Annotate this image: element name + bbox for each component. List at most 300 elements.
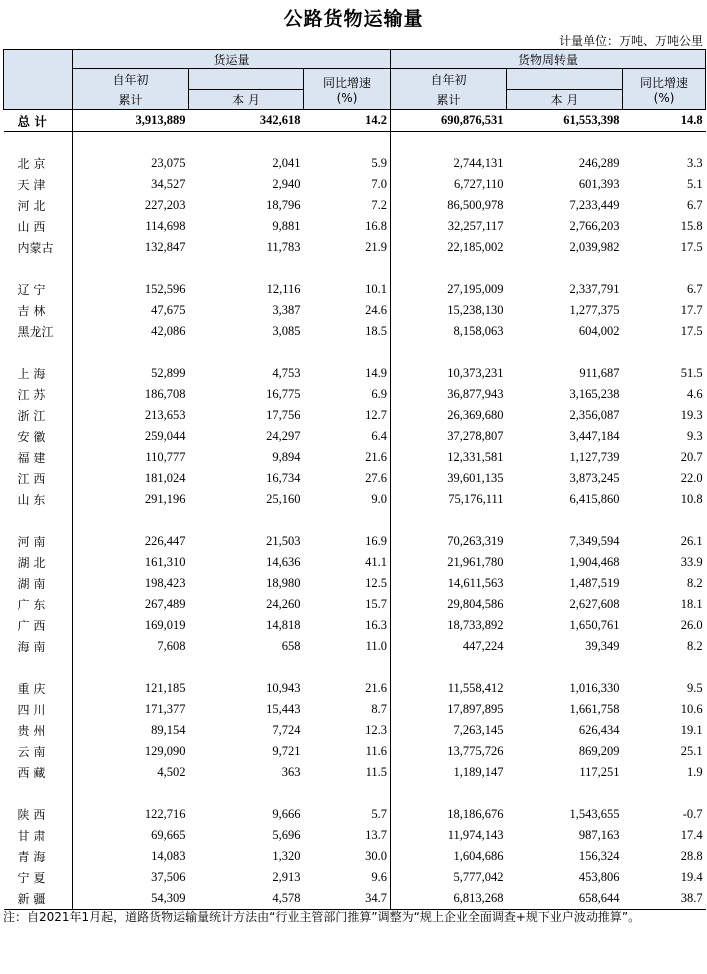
turnover-yoy-cell: 4.6: [686, 387, 703, 401]
turnover-yoy-cell: 6.7: [686, 282, 703, 296]
freight-ytd-cell: 259,044: [73, 426, 189, 447]
turnover-yoy-header-bottom: (%): [653, 90, 675, 105]
turnover-month-cell: 7,349,594: [569, 534, 620, 548]
turnover-ytd-cell: 1,604,686: [391, 846, 507, 867]
freight-yoy-cell: 18.5: [365, 324, 388, 338]
spacer-cell: [189, 510, 304, 531]
region-name: 江 苏: [17, 388, 46, 402]
freight-month-cell: 3,085: [272, 324, 301, 338]
freight-ytd-cell: 186,708: [73, 384, 189, 405]
turnover-ytd-cell: 13,775,726: [391, 741, 507, 762]
region-name: 重 庆: [17, 682, 46, 696]
freight-month-cell: 11,783: [266, 240, 301, 254]
freight-ytd-cell: 54,309: [73, 888, 189, 910]
turnover-month-cell: 3,447,184: [569, 429, 620, 443]
turnover-month-cell: 2,356,087: [569, 408, 620, 422]
table-row: [4, 300, 706, 321]
region-name: 云 南: [17, 745, 46, 759]
freight-yoy-cell: 27.6: [365, 471, 388, 485]
region-name: 海 南: [17, 640, 46, 654]
freight-yoy-cell: 21.6: [365, 450, 388, 464]
spacer-cell: [304, 783, 391, 804]
freight-yoy-cell: 6.4: [371, 429, 388, 443]
spacer-cell: [4, 132, 73, 154]
turnover-month-header: 本 月: [507, 90, 623, 110]
freight-ytd-cell: 114,698: [73, 216, 189, 237]
turnover-yoy-cell: 10.8: [680, 492, 703, 506]
turnover-ytd-cell: 18,186,676: [391, 804, 507, 825]
table-body: [4, 110, 706, 910]
turnover-ytd-cell: 5,777,042: [391, 867, 507, 888]
turnover-month-cell: 626,434: [578, 723, 620, 737]
spacer-row: [4, 783, 706, 804]
spacer-cell: [304, 132, 391, 154]
table-row: [4, 405, 706, 426]
table-row: [4, 195, 706, 216]
spacer-cell: [507, 342, 623, 363]
freight-month-cell: 9,881: [272, 219, 301, 233]
freight-month-cell: 16,775: [266, 387, 301, 401]
region-header-cell: [4, 50, 73, 110]
freight-ytd-cell: 89,154: [73, 720, 189, 741]
turnover-yoy-cell: 17.4: [680, 828, 703, 842]
turnover-ytd-cell: 18,733,892: [391, 615, 507, 636]
freight-yoy-cell: 9.0: [371, 492, 388, 506]
spacer-cell: [391, 258, 507, 279]
spacer-cell: [4, 342, 73, 363]
freight-ytd-cell: 7,608: [73, 636, 189, 657]
turnover-month-cell: 61,553,398: [507, 110, 623, 132]
region-name: 河 北: [17, 199, 46, 213]
freight-yoy-cell: 16.8: [365, 219, 388, 233]
freight-yoy-cell: 21.9: [365, 240, 388, 254]
turnover-ytd-cell: 2,744,131: [391, 153, 507, 174]
freight-yoy-cell: 9.6: [371, 870, 388, 884]
region-name: 陕 西: [17, 808, 46, 822]
turnover-yoy-cell: 5.1: [686, 177, 703, 191]
freight-month-cell: 342,618: [189, 110, 304, 132]
freight-month-cell: 14,818: [266, 618, 301, 632]
turnover-yoy-cell: 22.0: [680, 471, 703, 485]
spacer-cell: [623, 783, 706, 804]
turnover-ytd-cell: 11,974,143: [391, 825, 507, 846]
turnover-ytd-cell: 15,238,130: [391, 300, 507, 321]
freight-month-header: 本 月: [189, 90, 304, 110]
turnover-month-header-top: [507, 69, 623, 90]
spacer-cell: [4, 783, 73, 804]
freight-month-cell: 18,980: [266, 576, 301, 590]
region-name: 福 建: [17, 451, 46, 465]
spacer-cell: [507, 783, 623, 804]
region-name: 广 西: [17, 619, 46, 633]
turnover-month-cell: 658,644: [507, 888, 623, 910]
freight-month-cell: 25,160: [266, 492, 301, 506]
spacer-cell: [73, 657, 189, 678]
freight-yoy-cell: 11.6: [365, 744, 388, 758]
freight-yoy-cell: 16.9: [365, 534, 388, 548]
table-row: [4, 447, 706, 468]
spacer-cell: [73, 132, 189, 154]
turnover-ytd-cell: 27,195,009: [391, 279, 507, 300]
freight-ytd-cell: 47,675: [73, 300, 189, 321]
turnover-ytd-cell: 14,611,563: [391, 573, 507, 594]
freight-month-cell: 10,943: [266, 681, 301, 695]
turnover-ytd-cell: 10,373,231: [391, 363, 507, 384]
turnover-month-cell: 869,209: [578, 744, 620, 758]
table-row: [4, 531, 706, 552]
freight-ytd-cell: 69,665: [73, 825, 189, 846]
freight-yoy-cell: 11.0: [365, 639, 388, 653]
freight-ytd-header: 自年初: [73, 69, 189, 90]
spacer-cell: [391, 783, 507, 804]
freight-ytd-cell: 291,196: [73, 489, 189, 510]
turnover-ytd-cell: 17,897,895: [391, 699, 507, 720]
freight-month-cell: 5,696: [272, 828, 301, 842]
turnover-month-cell: 2,039,982: [569, 240, 620, 254]
spacer-cell: [391, 510, 507, 531]
turnover-ytd-header-bottom: 累计: [391, 90, 507, 110]
turnover-header: 货物周转量: [391, 50, 706, 69]
turnover-yoy-cell: 18.1: [680, 597, 703, 611]
freight-month-cell: 4,753: [272, 366, 301, 380]
table-header: [4, 50, 706, 110]
region-name: 四 川: [17, 703, 46, 717]
turnover-yoy-cell: -0.7: [682, 807, 703, 821]
freight-month-cell: 363: [281, 765, 301, 779]
spacer-cell: [623, 657, 706, 678]
turnover-ytd-cell: 32,257,117: [391, 216, 507, 237]
table-row: [4, 321, 706, 342]
turnover-ytd-cell: 29,804,586: [391, 594, 507, 615]
freight-ytd-cell: 110,777: [73, 447, 189, 468]
spacer-cell: [189, 258, 304, 279]
freight-ytd-cell: 121,185: [73, 678, 189, 699]
turnover-ytd-cell: 1,189,147: [391, 762, 507, 783]
spacer-cell: [304, 510, 391, 531]
table-row: [4, 153, 706, 174]
table-row: [4, 110, 706, 132]
spacer-cell: [623, 132, 706, 154]
turnover-month-cell: 1,127,739: [569, 450, 620, 464]
freight-yoy-cell: 16.3: [365, 618, 388, 632]
spacer-cell: [4, 258, 73, 279]
table-row: [4, 384, 706, 405]
freight-ytd-cell: 132,847: [73, 237, 189, 258]
freight-ytd-cell: 227,203: [73, 195, 189, 216]
turnover-yoy-cell: 28.8: [680, 849, 703, 863]
turnover-month-cell: 1,661,758: [569, 702, 620, 716]
freight-yoy-cell: 10.1: [365, 282, 388, 296]
spacer-cell: [507, 657, 623, 678]
table-row: [4, 846, 706, 867]
turnover-month-cell: 246,289: [578, 156, 620, 170]
turnover-month-cell: 1,277,375: [569, 303, 620, 317]
table-row: [4, 825, 706, 846]
table-row: [4, 699, 706, 720]
turnover-yoy-cell: 26.1: [680, 534, 703, 548]
table-row: [4, 762, 706, 783]
freight-month-cell: 2,041: [272, 156, 301, 170]
turnover-yoy-cell: 19.1: [680, 723, 703, 737]
spacer-row: [4, 132, 706, 154]
freight-ytd-cell: 34,527: [73, 174, 189, 195]
freight-month-cell: 9,721: [272, 744, 301, 758]
turnover-ytd-cell: 11,558,412: [391, 678, 507, 699]
freight-month-cell: 14,636: [266, 555, 301, 569]
freight-yoy-header: [304, 69, 391, 110]
region-name: 辽 宁: [17, 283, 46, 297]
region-name: 山 东: [17, 493, 46, 507]
turnover-yoy-cell: 6.7: [686, 198, 703, 212]
spacer-cell: [73, 510, 189, 531]
turnover-month-cell: 2,627,608: [569, 597, 620, 611]
turnover-yoy-cell: 19.4: [680, 870, 703, 884]
turnover-ytd-cell: 26,369,680: [391, 405, 507, 426]
freight-month-cell: 24,297: [266, 429, 301, 443]
turnover-ytd-cell: 70,263,319: [391, 531, 507, 552]
region-name: 贵 州: [17, 724, 46, 738]
spacer-cell: [507, 258, 623, 279]
spacer-cell: [391, 132, 507, 154]
freight-yoy-header-bottom: (%): [336, 90, 358, 105]
freight-ytd-cell: 171,377: [73, 699, 189, 720]
turnover-yoy-cell: 51.5: [680, 366, 703, 380]
region-name: 湖 南: [17, 577, 46, 591]
table-row: [4, 468, 706, 489]
unit-label: 计量单位：万吨、万吨公里: [558, 34, 703, 48]
freight-ytd-cell: 52,899: [73, 363, 189, 384]
freight-ytd-cell: 213,653: [73, 405, 189, 426]
table-row: [4, 636, 706, 657]
table-row: [4, 174, 706, 195]
spacer-cell: [391, 657, 507, 678]
freight-yoy-cell: 12.3: [365, 723, 388, 737]
spacer-cell: [623, 342, 706, 363]
turnover-ytd-cell: 6,727,110: [391, 174, 507, 195]
freight-ytd-cell: 161,310: [73, 552, 189, 573]
freight-ytd-cell: 23,075: [73, 153, 189, 174]
table-row: [4, 741, 706, 762]
freight-yoy-cell: 14.9: [365, 366, 388, 380]
turnover-ytd-cell: 690,876,531: [391, 110, 507, 132]
freight-yoy-header-top: 同比增速: [323, 75, 372, 90]
freight-yoy-cell: 12.7: [365, 408, 388, 422]
spacer-cell: [391, 342, 507, 363]
turnover-yoy-cell: 19.3: [680, 408, 703, 422]
turnover-yoy-cell: 8.2: [686, 576, 703, 590]
turnover-ytd-cell: 8,158,063: [391, 321, 507, 342]
freight-month-cell: 3,387: [272, 303, 301, 317]
freight-yoy-cell: 34.7: [304, 888, 391, 910]
turnover-ytd-cell: 12,331,581: [391, 447, 507, 468]
spacer-cell: [623, 510, 706, 531]
table-row: [4, 489, 706, 510]
region-name: 广 东: [17, 598, 46, 612]
table-row: [4, 573, 706, 594]
spacer-cell: [507, 510, 623, 531]
freight-yoy-cell: 5.7: [371, 807, 388, 821]
turnover-month-cell: 39,349: [585, 639, 620, 653]
freight-yoy-cell: 15.7: [365, 597, 388, 611]
region-name: 北 京: [17, 157, 46, 171]
turnover-yoy-cell: 20.7: [680, 450, 703, 464]
turnover-month-cell: 987,163: [578, 828, 620, 842]
turnover-yoy-cell: 15.8: [680, 219, 703, 233]
turnover-month-cell: 1,650,761: [569, 618, 620, 632]
table-row: [4, 279, 706, 300]
turnover-month-cell: 2,337,791: [569, 282, 620, 296]
table-row: [4, 552, 706, 573]
turnover-month-cell: 1,543,655: [569, 807, 620, 821]
turnover-yoy-cell: 33.9: [680, 555, 703, 569]
freight-month-cell: 9,894: [272, 450, 301, 464]
freight-month-cell: 658: [281, 639, 301, 653]
region-name: 浙 江: [17, 409, 46, 423]
table-row: [4, 426, 706, 447]
spacer-row: [4, 657, 706, 678]
freight-month-cell: 1,320: [272, 849, 301, 863]
spacer-cell: [304, 258, 391, 279]
table-row: [4, 867, 706, 888]
region-name: 宁 夏: [17, 871, 46, 885]
table-row: [4, 720, 706, 741]
turnover-yoy-cell: 17.7: [680, 303, 703, 317]
region-name: 湖 北: [17, 556, 46, 570]
table-row: [4, 594, 706, 615]
footnote: 注：自2021年1月起，道路货物运输量统计方法由“行业主管部门推算”调整为“规上企业全面调查+规下业户波动推算”。: [3, 910, 641, 924]
turnover-month-cell: 7,233,449: [569, 198, 620, 212]
spacer-cell: [304, 342, 391, 363]
turnover-month-cell: 604,002: [578, 324, 620, 338]
freight-yoy-cell: 30.0: [365, 849, 388, 863]
freight-ytd-cell: 37,506: [73, 867, 189, 888]
turnover-yoy-cell: 14.8: [623, 110, 706, 132]
spacer-cell: [73, 258, 189, 279]
region-name: 甘 肃: [17, 829, 46, 843]
turnover-month-cell: 601,393: [578, 177, 620, 191]
spacer-cell: [507, 132, 623, 154]
freight-ytd-cell: 4,502: [73, 762, 189, 783]
spacer-row: [4, 510, 706, 531]
turnover-ytd-cell: 6,813,268: [391, 888, 507, 910]
table-row: [4, 678, 706, 699]
turnover-ytd-cell: 36,877,943: [391, 384, 507, 405]
table-row: [4, 888, 706, 910]
freight-ytd-header-bottom: 累计: [73, 90, 189, 110]
spacer-cell: [189, 132, 304, 154]
freight-yoy-cell: 24.6: [365, 303, 388, 317]
freight-ytd-cell: 129,090: [73, 741, 189, 762]
spacer-cell: [189, 342, 304, 363]
turnover-yoy-cell: 17.5: [680, 324, 703, 338]
turnover-yoy-cell: 10.6: [680, 702, 703, 716]
table-row: [4, 216, 706, 237]
turnover-month-cell: 911,687: [579, 366, 620, 380]
turnover-month-cell: 156,324: [578, 849, 620, 863]
turnover-ytd-cell: 39,601,135: [391, 468, 507, 489]
table-row: [4, 804, 706, 825]
region-name: 青 海: [17, 850, 46, 864]
freight-month-cell: 4,578: [189, 888, 304, 910]
turnover-ytd-cell: 86,500,978: [391, 195, 507, 216]
page-title: 公路货物运输量: [283, 8, 424, 30]
turnover-month-cell: 6,415,860: [569, 492, 620, 506]
turnover-ytd-cell: 447,224: [391, 636, 507, 657]
spacer-cell: [189, 783, 304, 804]
table-row: [4, 237, 706, 258]
spacer-cell: [189, 657, 304, 678]
freight-month-cell: 7,724: [272, 723, 301, 737]
turnover-yoy-cell: 9.5: [686, 681, 703, 695]
freight-ytd-cell: 198,423: [73, 573, 189, 594]
turnover-yoy-header-top: 同比增速: [640, 75, 689, 90]
freight-month-cell: 2,913: [272, 870, 301, 884]
turnover-yoy-cell: 17.5: [680, 240, 703, 254]
turnover-month-cell: 1,904,468: [569, 555, 620, 569]
turnover-ytd-cell: 37,278,807: [391, 426, 507, 447]
turnover-yoy-cell: 38.7: [623, 888, 706, 910]
region-name: 江 西: [17, 472, 46, 486]
table-row: [4, 363, 706, 384]
freight-month-cell: 9,666: [272, 807, 301, 821]
freight-table: [3, 49, 706, 910]
turnover-yoy-header: [623, 69, 706, 110]
turnover-ytd-cell: 75,176,111: [391, 489, 507, 510]
freight-yoy-cell: 21.6: [365, 681, 388, 695]
region-name: 吉 林: [17, 304, 46, 318]
spacer-cell: [304, 657, 391, 678]
freight-yoy-cell: 11.5: [365, 765, 388, 779]
turnover-month-cell: 1,016,330: [569, 681, 620, 695]
turnover-ytd-header: 自年初: [391, 69, 507, 90]
region-name: 河 南: [17, 535, 46, 549]
spacer-cell: [73, 783, 189, 804]
turnover-ytd-cell: 22,185,002: [391, 237, 507, 258]
freight-month-cell: 2,940: [272, 177, 301, 191]
freight-yoy-cell: 7.0: [371, 177, 388, 191]
turnover-yoy-cell: 1.9: [686, 765, 703, 779]
turnover-month-cell: 453,806: [578, 870, 620, 884]
turnover-month-cell: 3,165,238: [569, 387, 620, 401]
freight-ytd-cell: 14,083: [73, 846, 189, 867]
freight-month-cell: 18,796: [266, 198, 301, 212]
freight-ytd-cell: 226,447: [73, 531, 189, 552]
turnover-yoy-cell: 9.3: [686, 429, 703, 443]
freight-month-cell: 15,443: [266, 702, 301, 716]
turnover-month-cell: 2,766,203: [569, 219, 620, 233]
region-name: 内蒙古: [17, 241, 54, 255]
spacer-cell: [4, 657, 73, 678]
turnover-month-cell: 117,251: [579, 765, 620, 779]
freight-month-cell: 12,116: [266, 282, 301, 296]
region-name: 天 津: [17, 178, 46, 192]
region-name: 山 西: [17, 220, 46, 234]
turnover-yoy-cell: 25.1: [680, 744, 703, 758]
freight-yoy-cell: 13.7: [365, 828, 388, 842]
turnover-month-cell: 3,873,245: [569, 471, 620, 485]
freight-yoy-cell: 5.9: [371, 156, 388, 170]
freight-month-cell: 21,503: [266, 534, 301, 548]
freight-ytd-cell: 169,019: [73, 615, 189, 636]
freight-ytd-cell: 3,913,889: [73, 110, 189, 132]
freight-header: 货运量: [73, 50, 391, 69]
freight-ytd-cell: 42,086: [73, 321, 189, 342]
turnover-month-cell: 1,487,519: [569, 576, 620, 590]
region-name: 总 计: [4, 110, 73, 132]
freight-yoy-cell: 8.7: [371, 702, 388, 716]
turnover-ytd-cell: 21,961,780: [391, 552, 507, 573]
freight-yoy-cell: 12.5: [365, 576, 388, 590]
